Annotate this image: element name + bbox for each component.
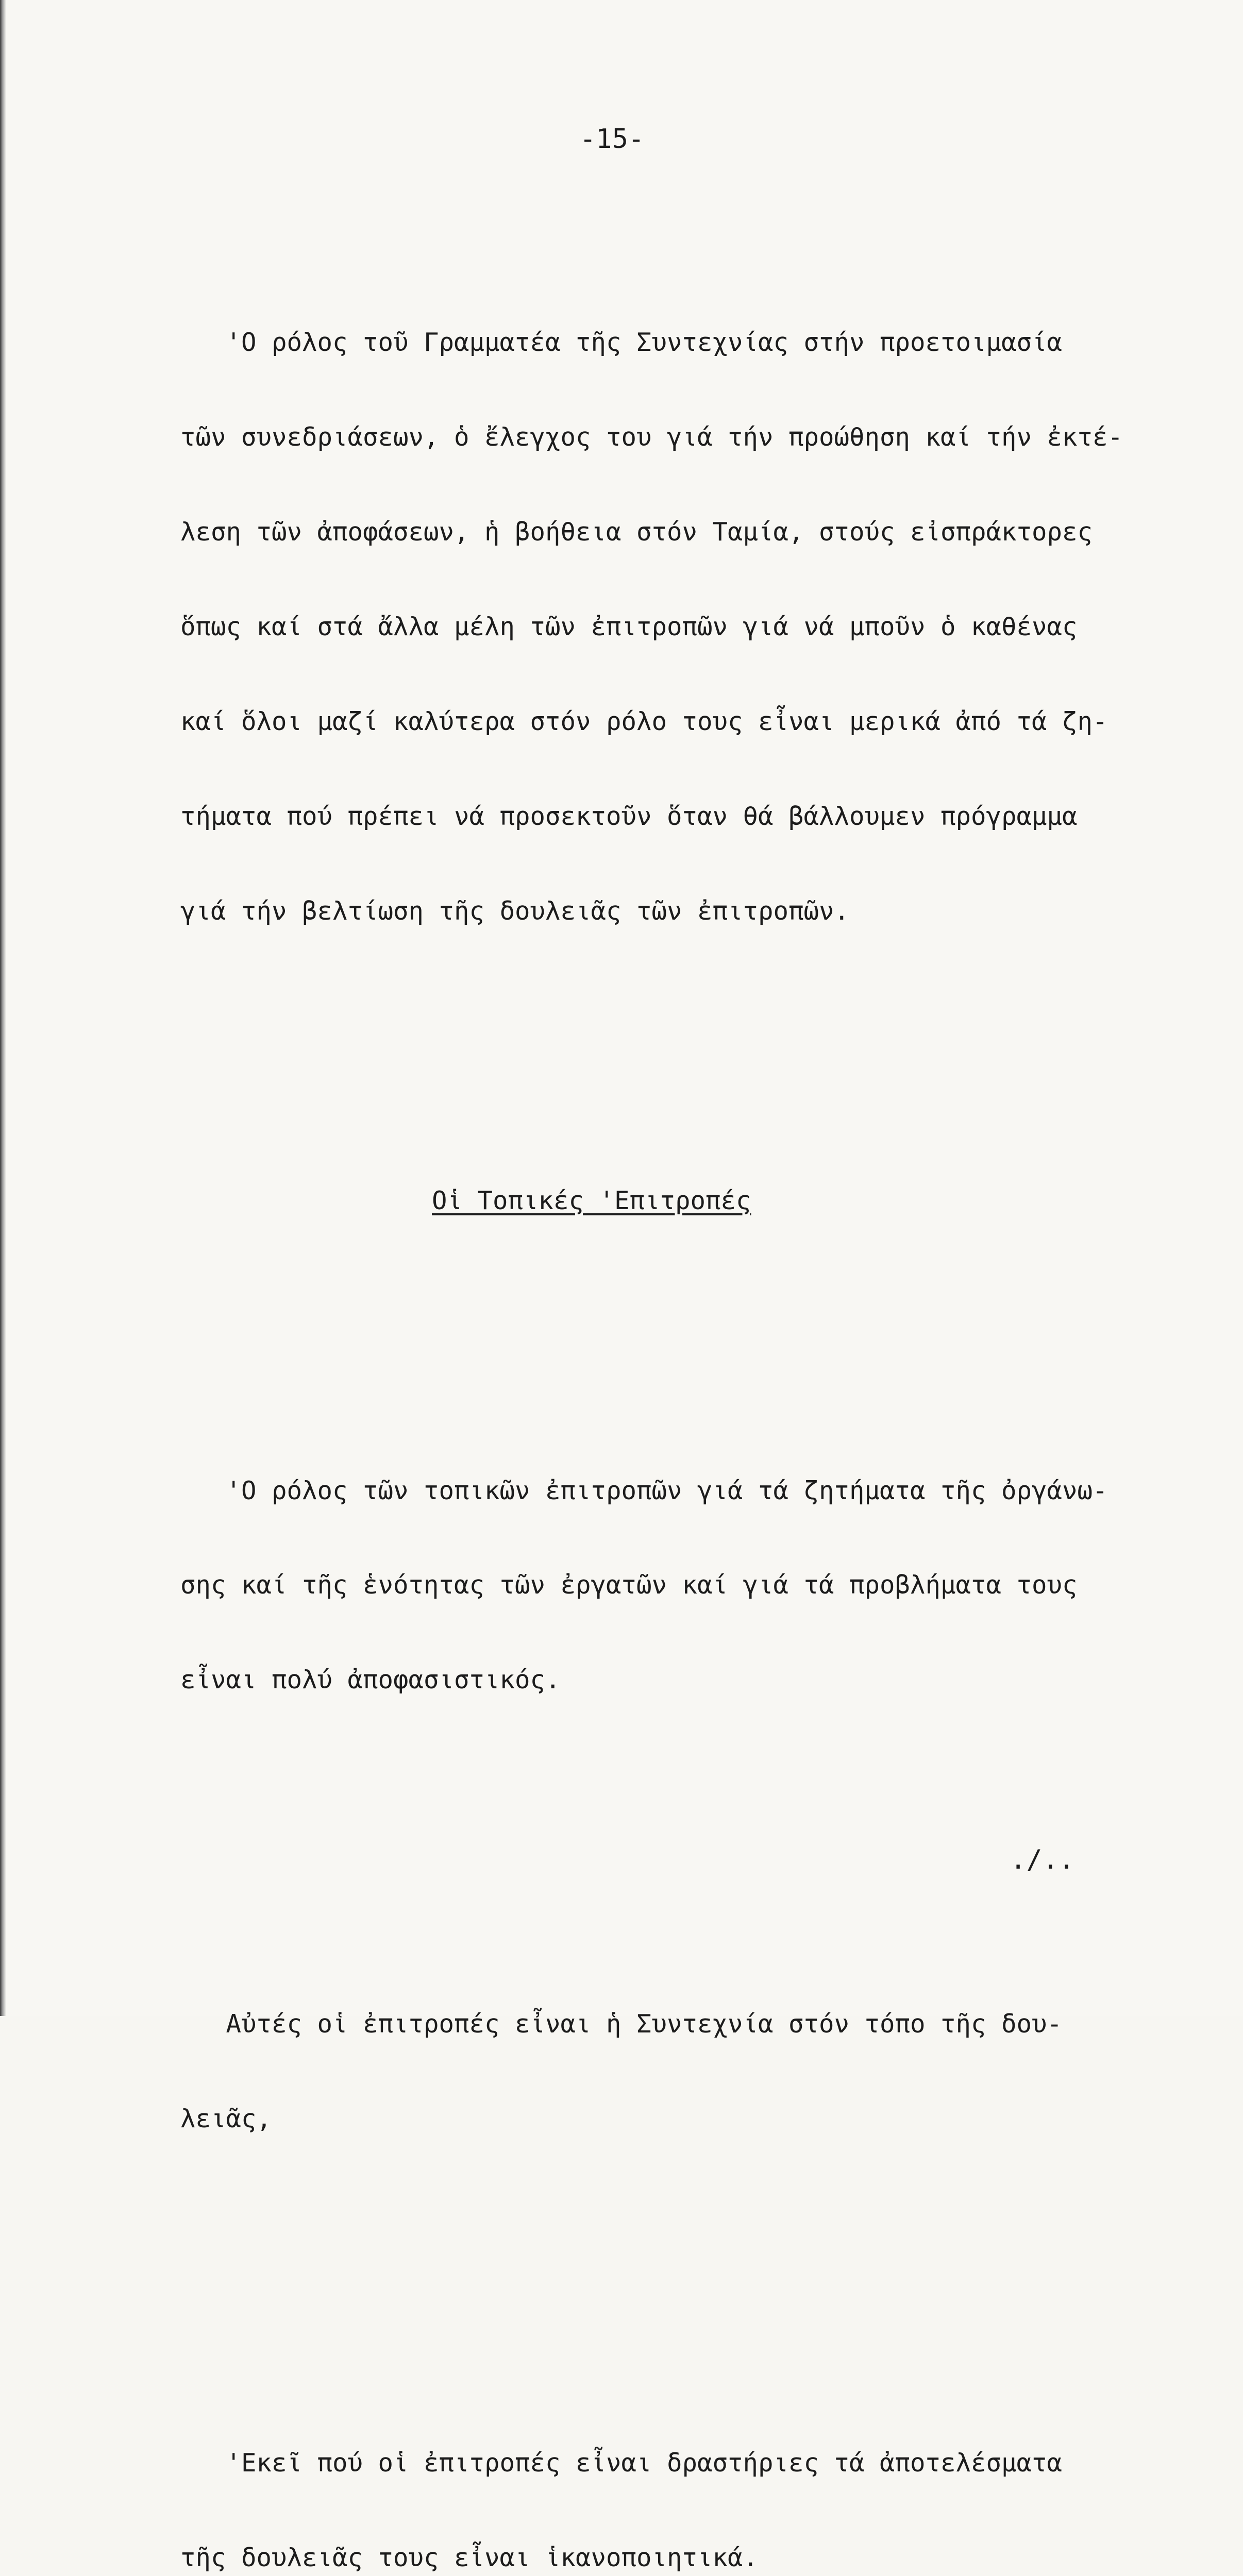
paragraph-secretary-role (180, 264, 1190, 990)
scan-edge (0, 0, 6, 2016)
text-line: καί ὅλοι μαζί καλύτερα στόν ρόλο τους εἶναι μερικά ἀπό τά ζη- (180, 707, 1108, 737)
text-line: γιά τήν βελτίωση τῆς δουλειᾶς τῶν ἐπιτροπῶν. (180, 896, 850, 926)
paragraph-active-committees (180, 2384, 1190, 2576)
text-line: 'Ο ρόλος τῶν τοπικῶν ἐπιτροπῶν γιά τά ζητήματα τῆς ὀργάνω- (180, 1476, 1108, 1505)
page-number: -15- (580, 124, 645, 155)
text-line: σης καί τῆς ἑνότητας τῶν ἐργατῶν καί γιά τά προβλήματα τους (180, 1570, 1078, 1600)
text-line: ὅπως καί στά ἄλλα μέλη τῶν ἐπιτροπῶν γιά νά μποῦν ὁ καθένας (180, 612, 1078, 642)
text-line: 'Εκεῖ πού οἱ ἐπιτροπές εἶναι δραστήριες τά ἀποτελέσματα (180, 2448, 1063, 2478)
text-line: λειᾶς, (180, 2104, 272, 2134)
text-line: τῶν συνεδριάσεων, ὁ ἔλεγχος του γιά τήν προώθηση καί τήν ἐκτέ- (180, 422, 1123, 452)
paragraph-local-committees-role (180, 1412, 1190, 1759)
text-line: τήματα πού πρέπει νά προσεκτοῦν ὅταν θά βάλλουμεν πρόγραμμα (180, 801, 1078, 831)
section-heading: Οἱ Τοπικές 'Επιτροπές (432, 1186, 751, 1216)
document-body (180, 169, 1190, 2576)
text-line: εἶναι πολύ ἀποφασιστικός. (180, 1665, 561, 1695)
text-line: 'Ο ρόλος τοῦ Γραμματέα τῆς Συντεχνίας στήν προετοιμασία (180, 328, 1063, 358)
continuation-mark: ./.. (1010, 1844, 1075, 1875)
paragraph-committees-are-union (180, 1945, 1190, 2198)
text-line: Αὐτές οἱ ἐπιτροπές εἶναι ἡ Συντεχνία στόν τόπο τῆς δου- (180, 2009, 1063, 2039)
text-line: λεση τῶν ἀποφάσεων, ἡ βοήθεια στόν Ταμία, στούς εἰσπράκτορες (180, 517, 1093, 547)
text-line: τῆς δουλειᾶς τους εἶναι ἱκανοποιητικά. (180, 2543, 759, 2573)
